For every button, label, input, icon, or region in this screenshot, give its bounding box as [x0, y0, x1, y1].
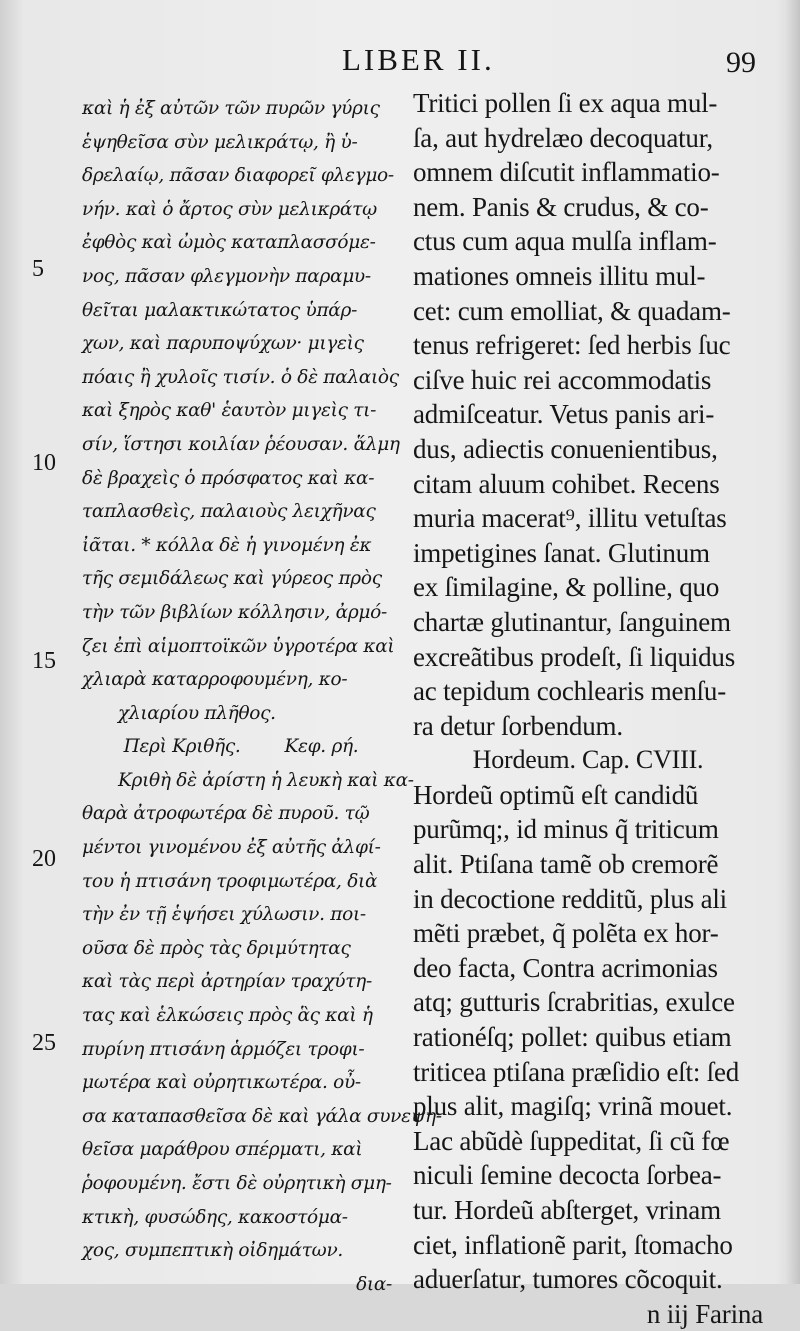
greek-text-column [82, 92, 442, 1301]
line-number-5: 5 [32, 256, 44, 282]
greek-line: πυρίνη πτισάνη ἁρμόζει τροφι- [82, 1038, 365, 1060]
latin-line: rationéſq; pollet: quibus etiam [413, 1022, 732, 1053]
greek-line: νος, πᾶσαν φλεγμονὴν παραμυ- [82, 265, 371, 287]
latin-line: admiſceatur. Vetus panis ari- [413, 399, 715, 430]
greek-line: ἑψηθεῖσα σὺν μελικράτῳ, ἢ ὑ- [82, 131, 358, 153]
greek-line: πόαις ἢ χυλοῖς τισίν. ὁ δὲ παλαιὸς [82, 366, 399, 388]
greek-line: χλιαρίου πλῆθος. [118, 702, 276, 724]
greek-line: τῆς σεμιδάλεως καὶ γύρεος πρὸς [82, 568, 382, 590]
greek-line: καὶ ξηρὸς καθ' ἑαυτὸν μιγεὶς τι- [82, 400, 377, 422]
latin-line: ciet, inflationẽ parit, ſtomacho [413, 1229, 733, 1260]
line-number-20: 20 [32, 846, 56, 872]
line-number-10: 10 [32, 450, 56, 476]
greek-line: χλιαρὰ καταρροφουμένη, κο- [82, 669, 348, 691]
latin-text-column [413, 86, 763, 1331]
running-title: LIBER II. [342, 42, 495, 77]
latin-line: tenus refrigeret: ſed herbis ſuc [413, 330, 731, 361]
latin-line: Tritici pollen ſi ex aqua mul- [413, 88, 718, 118]
greek-line: κτικὴ, φυσώδης, κακοστόμα- [82, 1206, 348, 1228]
latin-line: nem. Panis & crudus, & co- [413, 191, 709, 222]
greek-line: μωτέρα καὶ οὐρητικωτέρα. οὖ- [82, 1072, 361, 1094]
latin-line: ac tepidum cochlearis menſu- [413, 676, 727, 707]
greek-chapter-heading [82, 730, 400, 764]
latin-line: niculi ſemine decocta ſorbea- [413, 1160, 722, 1191]
greek-line: θεῖσα μαράθρου σπέρματι, καὶ [82, 1139, 363, 1161]
greek-line: καὶ ἡ ἐξ αὐτῶν τῶν πυρῶν γύρις [82, 98, 380, 119]
latin-line: cet: cum emolliat, & quadam- [413, 295, 731, 326]
latin-line: in decoctione redditũ, plus ali [413, 883, 727, 914]
latin-line: excreãtibus prodeſt, ſi liquidus [413, 641, 736, 672]
greek-line: δρελαίῳ, πᾶσαν διαφορεῖ φλεγμο- [82, 165, 394, 187]
latin-line: ex ſimilagine, & polline, quo [413, 572, 720, 603]
greek-line: ῥοφουμένη. ἔστι δὲ οὐρητικὴ σμη- [82, 1173, 392, 1194]
greek-line: σίν, ἵστησι κοιλίαν ῥέουσαν. ἅλμη [82, 433, 400, 455]
greek-line: ταπλασθεὶς, παλαιοὺς λειχῆνας [82, 501, 376, 523]
greek-line: ζει ἐπὶ αἱμοπτοϊκῶν ὑγροτέρα καὶ [82, 635, 395, 657]
greek-line: καὶ τὰς περὶ ἀρτηρίαν τραχύτη- [82, 971, 372, 993]
latin-line: citam aluum cohibet. Recens [413, 468, 720, 499]
page-header [0, 42, 800, 86]
greek-line: οῦσα δὲ πρὸς τὰς δριμύτητας [82, 937, 351, 959]
latin-line: ſa, aut hydrelæo decoquatur, [413, 122, 713, 153]
latin-line: aduerſatur, tumores cõcoquit. [413, 1264, 723, 1295]
greek-line: ἐφθὸς καὶ ὠμὸς καταπλασσόμε- [82, 232, 376, 254]
greek-line: μέντοι γινομένου ἐξ αὐτῆς ἀλφί- [82, 837, 381, 859]
latin-line: atq; gutturis ſcrabritias, exulce [413, 987, 735, 1018]
latin-line: purũmq;, id minus q̃ triticum [413, 814, 719, 845]
greek-line: νήν. καὶ ὁ ἄρτος σὺν μελικράτῳ [82, 198, 377, 220]
greek-line: δὲ βραχεὶς ὁ πρόσφατος καὶ κα- [82, 467, 375, 489]
latin-line: mationes omneis illitu mul- [413, 260, 706, 291]
greek-line: τας καὶ ἑλκώσεις πρὸς ἃς καὶ ἡ [82, 1005, 373, 1027]
greek-chapter-number: Κεφ. ρή. [284, 736, 359, 758]
line-number-15: 15 [32, 648, 56, 674]
greek-line: σα καταπασθεῖσα δὲ καὶ γάλα συνεψη- [82, 1105, 442, 1127]
latin-line: ra detur ſorbendum. [413, 710, 623, 741]
greek-line: ἰᾶται. * κόλλα δὲ ἡ γινομένη ἐκ [82, 534, 372, 556]
latin-line: Lac abũdè ſuppeditat, ſi cũ fœ [413, 1125, 730, 1156]
latin-line: chartæ glutinantur, ſanguinem [413, 606, 731, 637]
latin-line: alit. Ptiſana tamẽ ob cremorẽ [413, 849, 719, 880]
greek-line: Κριθὴ δὲ ἀρίστη ἡ λευκὴ καὶ κα- [118, 769, 414, 791]
latin-chapter-heading: Hordeum. Cap. CVIII. [472, 745, 704, 775]
latin-line: ctus cum aqua mulſa inflam- [413, 226, 717, 257]
page-edge-shadow [786, 0, 800, 1284]
greek-chapter-title: Περὶ Κριθῆς. [123, 736, 241, 758]
latin-line: Hordeũ optimũ eſt candidũ [413, 779, 699, 810]
latin-line: omnem diſcutit inflammatio- [413, 157, 720, 188]
greek-line: χος, συμπεπτικὴ οἰδημάτων. [82, 1240, 343, 1262]
latin-line: tur. Hordeũ abſterget, vrinam [413, 1195, 721, 1225]
greek-line: τὴν ἐν τῇ ἑψήσει χύλωσιν. ποι- [82, 904, 366, 926]
latin-line: muria macerat⁹, illitu vetuſtas [413, 503, 727, 534]
greek-line: χων, καὶ παρυποψύχων· μιγεὶς [82, 333, 364, 355]
latin-line: plus alit, magiſq; vrinã mouet. [413, 1091, 733, 1122]
greek-catchword: δια- [356, 1273, 392, 1295]
latin-line: ciſve huic rei accommodatis [413, 364, 712, 395]
line-number-25: 25 [32, 1030, 56, 1056]
latin-line: impetigines ſanat. Glutinum [413, 537, 710, 568]
greek-line: θεῖται μαλακτικώτατος ὑπάρ- [82, 299, 358, 321]
greek-line: θαρὰ ἀτροφωτέρα δὲ πυροῦ. τῷ [82, 803, 370, 825]
page-number: 99 [726, 46, 756, 79]
latin-line: triticea ptiſana præſidio eſt: ſed [413, 1056, 740, 1087]
greek-line: του ἡ πτισάνη τροφιμωτέρα, διὰ [82, 870, 378, 892]
latin-line: mẽti præbet, q̃ polẽta ex hor- [413, 918, 719, 949]
latin-line: deo facta, Contra acrimonias [413, 952, 718, 983]
greek-line: τὴν τῶν βιβλίων κόλλησιν, ἀρμό- [82, 601, 387, 623]
latin-line: dus, adiectis conuenientibus, [413, 433, 718, 464]
latin-signature-catchword: n iij Farina [646, 1298, 763, 1329]
